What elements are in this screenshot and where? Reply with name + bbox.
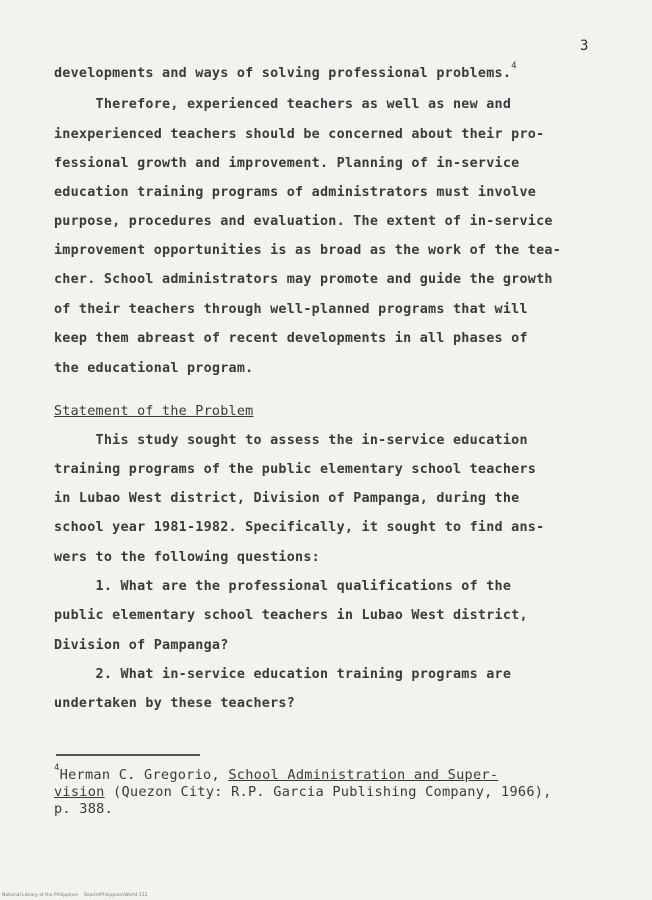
paragraph-line: purpose, procedures and evaluation. The extent of in-service	[54, 214, 553, 229]
intro-text: developments and ways of solving professional problems.	[54, 66, 512, 81]
paragraph-line: inexperienced teachers should be concerned about their pro-	[54, 127, 545, 142]
paragraph-line: improvement opportunities is as broad as the work of the tea-	[54, 243, 562, 258]
footnote-line-1	[54, 763, 499, 783]
paragraph-line: cher. School administrators may promote and guide the growth	[54, 272, 553, 287]
footnote-divider	[56, 754, 200, 756]
footnote-title-part1: School Administration and Super-	[228, 767, 499, 783]
paragraph-line: fessional growth and improvement. Planning of in-service	[54, 156, 520, 171]
question-2-line: 2. What in-service education training programs are	[54, 667, 512, 682]
footnote-marker: 4	[54, 763, 60, 773]
footer-caption: National Library of the Philippines ReprintPhilippinesWorld 112	[2, 893, 148, 898]
question-1-line: Division of Pampanga?	[54, 638, 229, 653]
question-2-line: undertaken by these teachers?	[54, 696, 296, 711]
section-line: in Lubao West district, Division of Pampanga, during the	[54, 491, 520, 506]
paragraph-line: keep them abreast of recent developments in all phases of	[54, 331, 528, 346]
footnote-publication: (Quezon City: R.P. Garcia Publishing Company, 1966),	[104, 784, 552, 800]
paragraph-line: the educational program.	[54, 361, 254, 376]
section-line: school year 1981-1982. Specifically, it sought to find ans-	[54, 520, 545, 535]
section-line: This study sought to assess the in-service education	[54, 433, 528, 448]
footnote-ref: 4	[511, 61, 517, 71]
paragraph-line: Therefore, experienced teachers as well as new and	[54, 97, 512, 112]
footnote-title-part2: vision	[54, 784, 105, 800]
footnote-line-2	[54, 784, 552, 800]
paragraph-line: education training programs of administrators must involve	[54, 185, 537, 200]
section-line: training programs of the public elementary school teachers	[54, 462, 537, 477]
page-number: 3	[580, 38, 589, 54]
question-1-line: 1. What are the professional qualifications of the	[54, 579, 512, 594]
footnote-line-3: p. 388.	[54, 801, 114, 817]
section-heading: Statement of the Problem	[54, 404, 254, 419]
paragraph-line: of their teachers through well-planned programs that will	[54, 302, 528, 317]
question-1-line: public elementary school teachers in Lubao West district,	[54, 608, 528, 623]
intro-line	[54, 61, 517, 81]
footnote-author: Herman C. Gregorio,	[59, 767, 229, 783]
section-line: wers to the following questions:	[54, 550, 320, 565]
